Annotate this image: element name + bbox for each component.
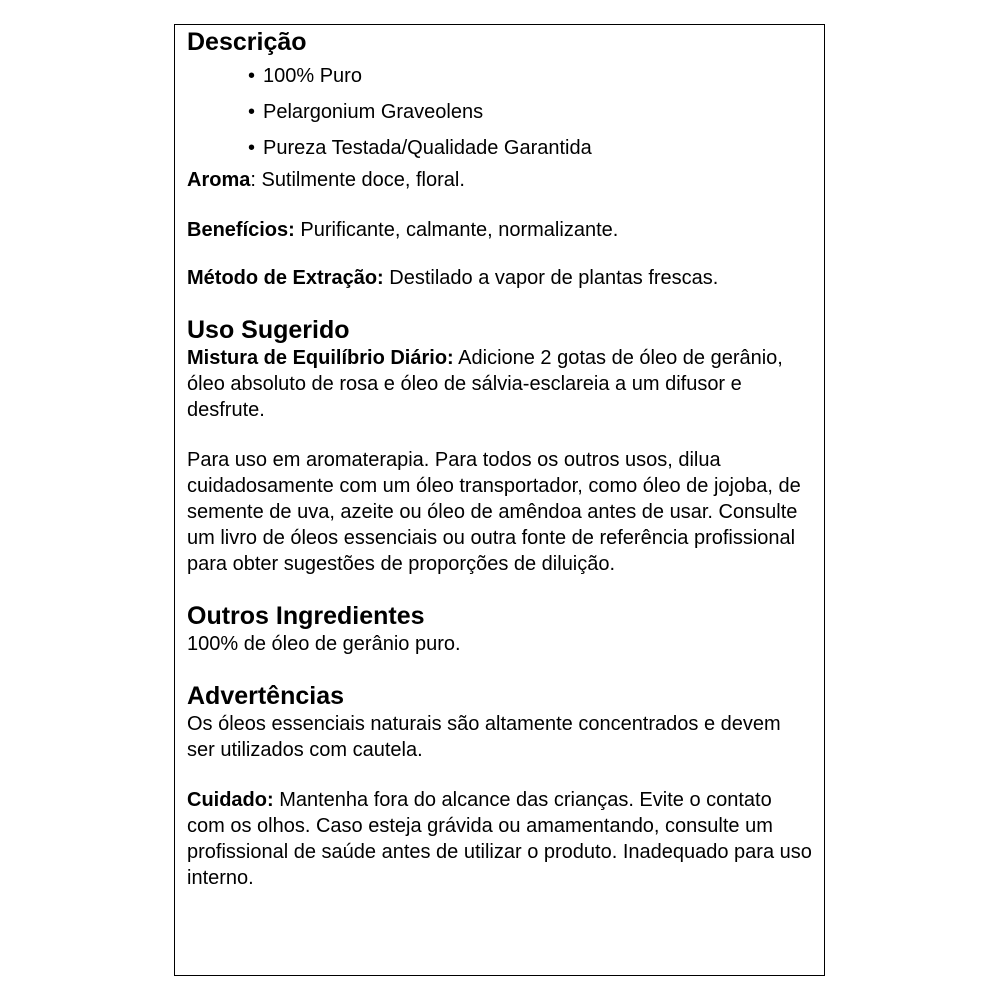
aroma-paragraph [187,167,812,193]
beneficios-paragraph [187,217,812,243]
metodo-paragraph [187,265,812,291]
cuidado-paragraph [187,787,812,891]
bullet-item: • Pureza Testada/Qualidade Garantida [248,137,592,159]
beneficios-label: Benefícios: [187,219,295,241]
cuidado-label: Cuidado: [187,789,274,811]
descricao-bullet-list [187,63,812,161]
bullet-dot-icon: • [248,137,256,159]
advertencias-heading: Advertências [187,682,345,710]
beneficios-text: Purificante, calmante, normalizante. [294,219,619,241]
cuidado-text: Mantenha fora do alcance das crianças. Evite o contato com os olhos. Caso esteja grávida ou amamentando, consulte um profissional de saúde antes de utilizar o produto. Inadequado para uso interno. [187,789,812,889]
advertencias-text: Os óleos essenciais naturais são altamente concentrados e devem ser utilizados com cautela. [187,713,781,761]
mistura-paragraph [187,345,812,423]
metodo-text: Destilado a vapor de plantas frescas. [383,267,719,289]
mistura-label: Mistura de Equilíbrio Diário: [187,347,454,369]
metodo-label: Método de Extração: [187,267,384,289]
bullet-dot-icon: • [248,101,256,123]
descricao-heading: Descrição [187,28,307,56]
bullet-item: • Pelargonium Graveolens [248,101,484,123]
bullet-dot-icon: • [248,65,256,87]
aroma-label: Aroma [187,169,251,191]
product-info-panel [174,24,825,976]
uso-sugerido-heading: Uso Sugerido [187,316,350,344]
outros-ingredientes-heading: Outros Ingredientes [187,602,425,630]
aromaterapia-paragraph: Para uso em aromaterapia. Para todos os outros usos, dilua cuidadosamente com um óleo transportador, como óleo de jojoba, de semente de uva, azeite ou óleo de amêndoa antes de usar. Consulte um livro de óleos essenciais ou outra fonte de referência profissional para obter sugestões de proporções de diluição. [187,449,801,575]
bullet-item: • 100% Puro [248,65,362,87]
outros-ingredientes-text: 100% de óleo de gerânio puro. [187,633,461,655]
mistura-text: Adicione 2 gotas de óleo de gerânio, óleo absoluto de rosa e óleo de sálvia-esclareia a um difusor e desfrute. [187,347,783,421]
aroma-text: : Sutilmente doce, floral. [250,169,465,191]
